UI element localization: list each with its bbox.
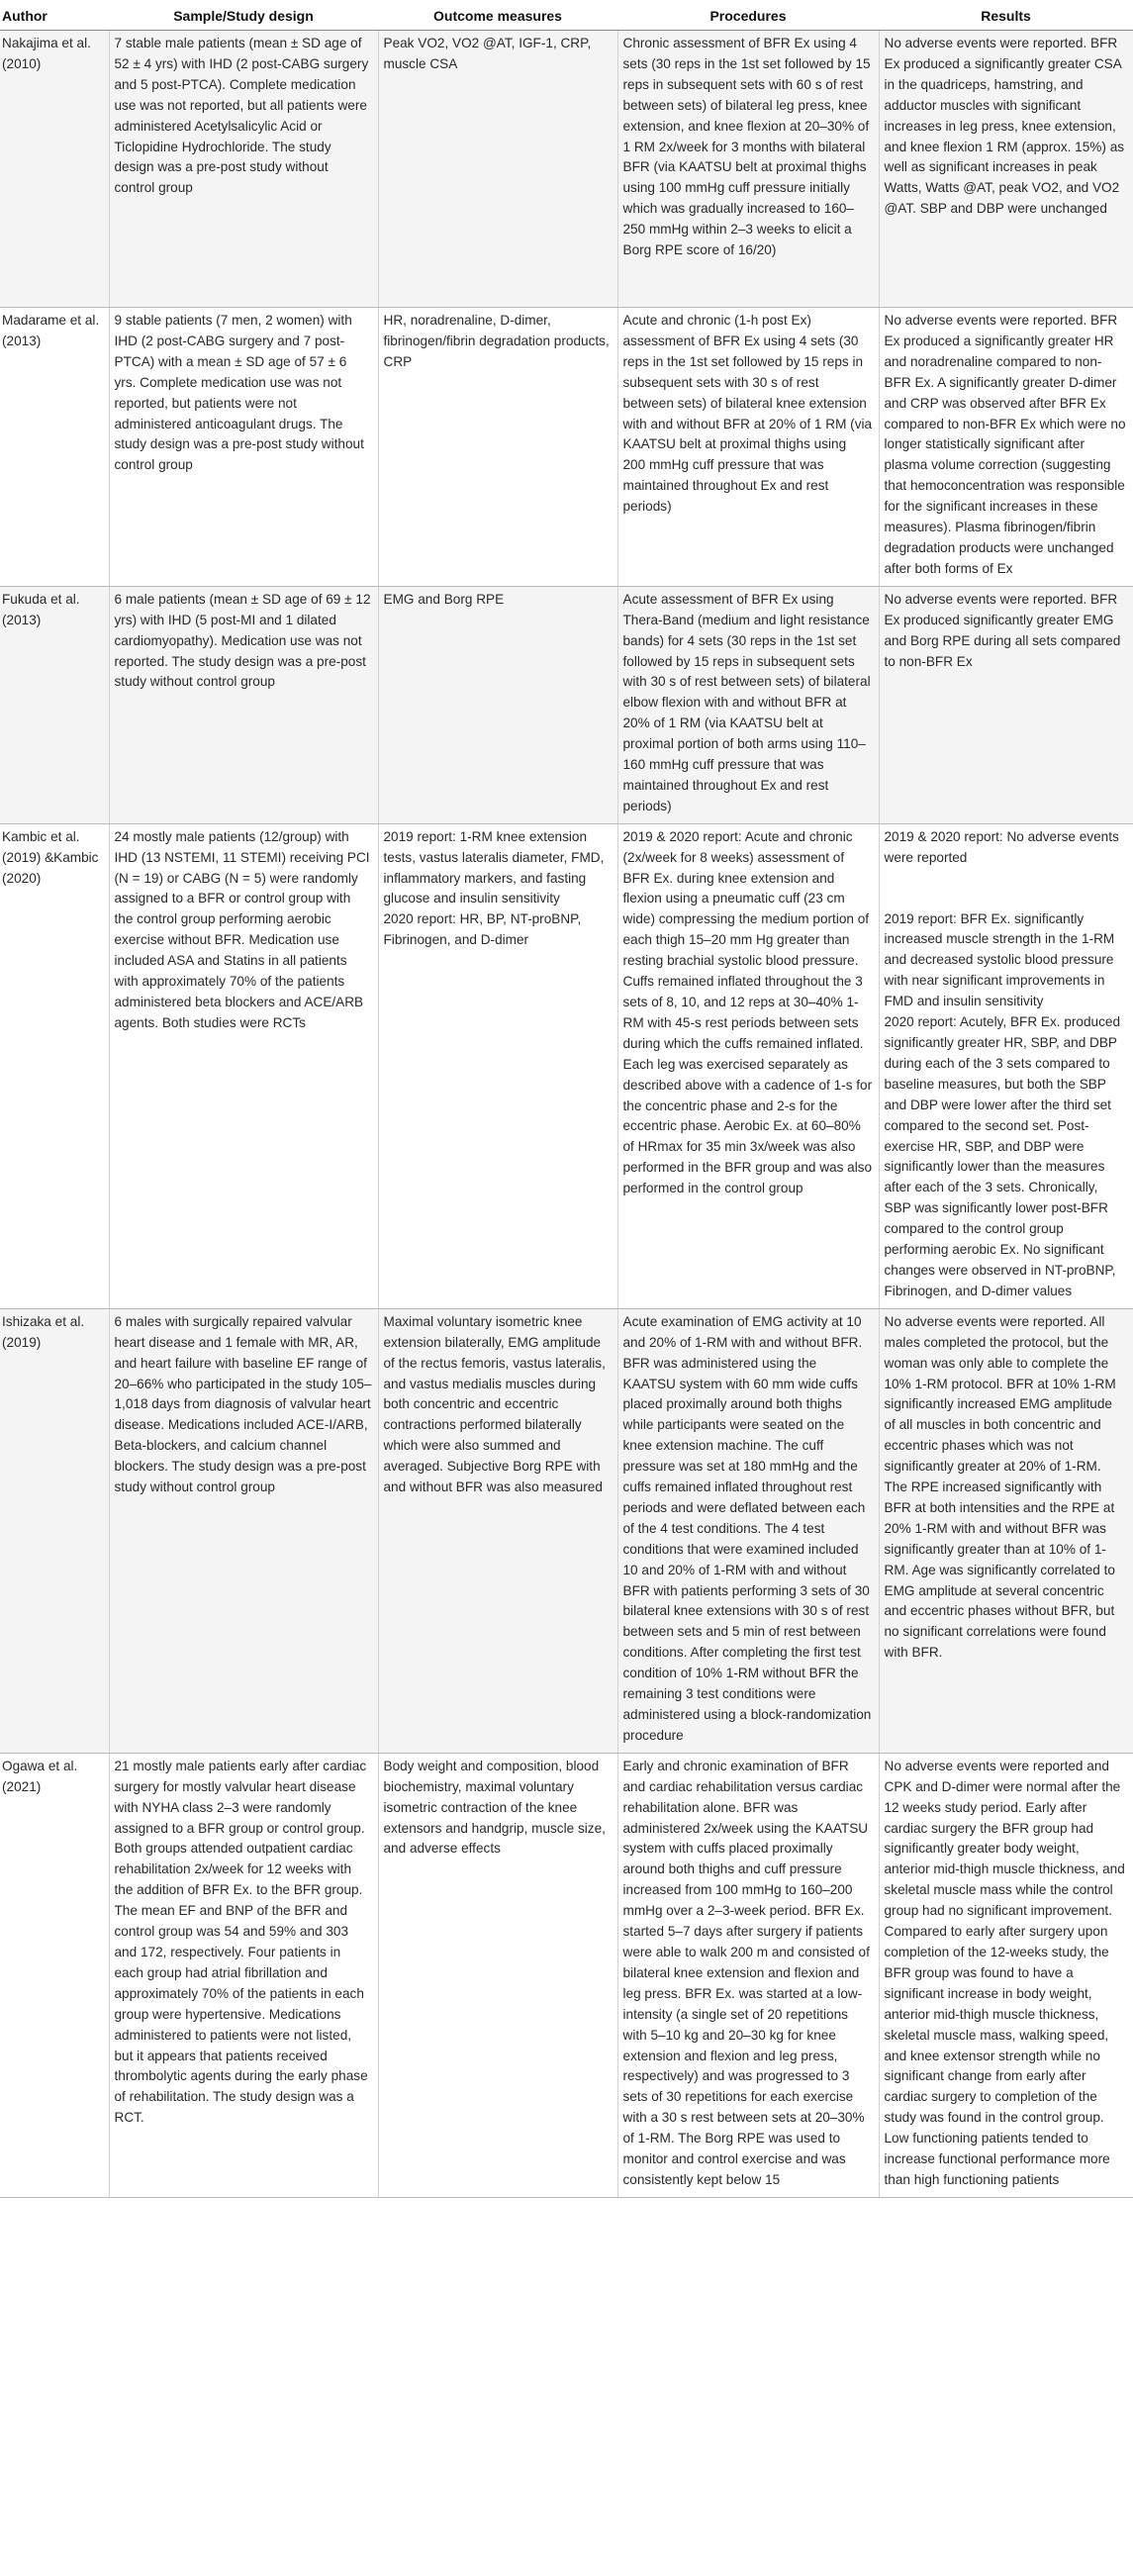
table-row: [0, 31, 1133, 308]
header-procedures: Procedures: [617, 0, 879, 31]
procedures-cell: 2019 & 2020 report: Acute and chronic (2x/week for 8 weeks) assessment of BFR Ex. during knee extension and flexion using a pneumatic cuff (23 cm wide) compressing the medium portion of each thigh 15–20 mm Hg greater than resting brachial systolic blood pressure. Cuffs remained inflated throughout the 3 sets of 8, 10, and 12 reps at 30–40% 1-RM with 45-s rest periods between sets during which the cuffs remained inflated. Each leg was exercised separately as described above with a cadence of 1-s for the concentric phase and 2-s for the eccentric phase. Aerobic Ex. at 60–80% of HRmax for 35 min 3x/week was also performed in the BFR group and was also performed in the control group: [617, 823, 879, 1308]
results-cell: No adverse events were reported. BFR Ex produced a significantly greater HR and noradrenaline compared to non-BFR Ex. A significantly greater D-dimer and CRP was observed after BFR Ex compared to non-BFR Ex which were no longer statistically significant after plasma volume correction (suggesting that hemoconcentration was responsible for the significant increases in these measures). Plasma fibrinogen/fibrin degradation products were unchanged after both forms of Ex: [879, 308, 1133, 587]
author-cell: Ishizaka et al. (2019): [0, 1308, 109, 1753]
author-cell: Madarame et al. (2013): [0, 308, 109, 587]
sample-cell: 24 mostly male patients (12/group) with IHD (13 NSTEMI, 11 STEMI) receiving PCI (N = 19) or CABG (N = 5) were randomly assigned to a BFR or control group with the control group performing aerobic exercise without BFR. Medication use included ASA and Statins in all patients with approximately 70% of the patients administered beta blockers and ACE/ARB agents. Both studies were RCTs: [109, 823, 378, 1308]
sample-cell: 7 stable male patients (mean ± SD age of 52 ± 4 yrs) with IHD (2 post-CABG surgery and 5 post-PTCA). Complete medication use was not reported, but all patients were administered Acetylsalicylic Acid or Ticlopidine Hydrochloride. The study design was a pre-post study without control group: [109, 31, 378, 308]
sample-cell: 6 male patients (mean ± SD age of 69 ± 12 yrs) with IHD (5 post-MI and 1 dilated cardiomyopathy). Medication use was not reported. The study design was a pre-post study without control group: [109, 586, 378, 823]
table-row: [0, 1753, 1133, 2197]
header-author: Author: [0, 0, 109, 31]
outcomes-cell: [378, 823, 617, 1308]
table-row: [0, 308, 1133, 587]
outcomes-cell: Peak VO2, VO2 @AT, IGF-1, CRP, muscle CSA: [378, 31, 617, 308]
header-row: [0, 0, 1133, 31]
procedures-cell: Early and chronic examination of BFR and cardiac rehabilitation versus cardiac rehabilitation alone. BFR was administered 2x/week using the KAATSU system with cuffs placed proximally around both thighs and cuff pressure increased from 100 mmHg to 160–200 mmHg over a 2–3-week period. BFR Ex. started 5–7 days after surgery if patients were able to walk 200 m and consisted of bilateral knee extension and flexion and leg press. BFR Ex. was started at a low-intensity (a single set of 20 repetitions with 5–10 kg and 20–30 kg for knee extension and flexion and leg press, respectively) and was progressed to 3 sets of 30 repetitions for each exercise with a 30 s rest between sets at 20–30% of 1-RM. The Borg RPE was used to monitor and control exercise and was consistently kept below 15: [617, 1753, 879, 2197]
results-cell: No adverse events were reported. BFR Ex produced significantly greater EMG and Borg RPE during all sets compared to non-BFR Ex: [879, 586, 1133, 823]
outcomes-cell: HR, noradrenaline, D-dimer, fibrinogen/fibrin degradation products, CRP: [378, 308, 617, 587]
header-results: Results: [879, 0, 1133, 31]
sample-cell: 6 males with surgically repaired valvular heart disease and 1 female with MR, AR, and heart failure with baseline EF range of 20–66% who participated in the study 105–1,018 days from diagnosis of valvular heart disease. Medications included ACE-I/ARB, Beta-blockers, and calcium channel blockers. The study design was a pre-post study without control group: [109, 1308, 378, 1753]
outcomes-2020: 2020 report: HR, BP, NT-proBNP, Fibrinogen, and D-dimer: [383, 911, 582, 948]
results-cell: No adverse events were reported. All males completed the protocol, but the woman was only able to complete the 10% 1-RM protocol. BFR at 10% 1-RM significantly increased EMG amplitude of all muscles in both concentric and eccentric phases which was not significantly greater at 20% of 1-RM. The RPE increased significantly with BFR at both intensities and the RPE at 20% 1-RM with and without BFR was significantly greater than at 10% of 1-RM. Age was significantly correlated to EMG amplitude at several concentric and eccentric phases without BFR, but no significant correlations were found with BFR.: [879, 1308, 1133, 1753]
sample-cell: 21 mostly male patients early after cardiac surgery for mostly valvular heart disease with NYHA class 2–3 were randomly assigned to a BFR group or control group. Both groups attended outpatient cardiac rehabilitation 2x/week for 12 weeks with the addition of BFR Ex. to the BFR group. The mean EF and BNP of the BFR and control group was 54 and 59% and 303 and 172, respectively. Four patients in each group had atrial fibrillation and approximately 70% of the patients in each group were hypertensive. Medications administered to patients were not listed, but it appears that patients received thrombolytic agents during the early phase of rehabilitation. The study design was a RCT.: [109, 1753, 378, 2197]
results-spacer: [885, 869, 1128, 909]
outcomes-cell: Maximal voluntary isometric knee extension bilaterally, EMG amplitude of the rectus femoris, vastus lateralis, and vastus medialis muscles during both concentric and eccentric contractions performed bilaterally which were also summed and averaged. Subjective Borg RPE with and without BFR was also measured: [378, 1308, 617, 1753]
header-outcomes: Outcome measures: [378, 0, 617, 31]
results-summary: 2019 & 2020 report: No adverse events were reported: [884, 828, 1119, 865]
results-2019: 2019 report: BFR Ex. significantly increased muscle strength in the 1-RM and decreased systolic blood pressure with near significant improvements in FMD and insulin sensitivity: [884, 910, 1115, 1009]
sample-cell: 9 stable patients (7 men, 2 women) with IHD (2 post-CABG surgery and 7 post-PTCA) with a mean ± SD age of 57 ± 6 yrs. Complete medication use was not reported, but patients were not administered anticoagulant drugs. The study design was a pre-post study without control group: [109, 308, 378, 587]
results-cell: No adverse events were reported and CPK and D-dimer were normal after the 12 weeks study period. Early after cardiac surgery the BFR group had significantly greater body weight, anterior mid-thigh muscle thickness, and skeletal muscle mass while the control group had no significant improvement. Compared to early after surgery upon completion of the 12-weeks study, the BFR group was found to have a significant increase in body weight, anterior mid-thigh muscle thickness, skeletal muscle mass, walking speed, and knee extensor strength while no significant change from early after cardiac surgery to completion of the study was found in the control group. Low functioning patients tended to increase functional performance more than high functioning patients: [879, 1753, 1133, 2197]
author-cell: Fukuda et al. (2013): [0, 586, 109, 823]
table-row: [0, 1308, 1133, 1753]
procedures-cell: Acute assessment of BFR Ex using Thera-Band (medium and light resistance bands) for 4 sets (30 reps in the 1st set followed by 15 reps in subsequent sets with 30 s of rest between sets) of bilateral elbow flexion with and without BFR at 20% of 1 RM (via KAATSU belt at proximal portion of both arms using 110–160 mmHg cuff pressure that was maintained throughout Ex and rest periods): [617, 586, 879, 823]
procedures-cell: Chronic assessment of BFR Ex using 4 sets (30 reps in the 1st set followed by 15 reps in subsequent sets with 60 s of rest between sets) of bilateral leg press, knee extension, and knee flexion at 20–30% of 1 RM 2x/week for 3 months with bilateral BFR (via KAATSU belt at proximal thighs using 100 mmHg cuff pressure initially which was gradually increased to 160–250 mmHg within 2–3 weeks to elicit a Borg RPE score of 16/20): [617, 31, 879, 308]
results-2020: 2020 report: Acutely, BFR Ex. produced significantly greater HR, SBP, and DBP during each of the 3 sets compared to baseline measures, but both the SBP and DBP were lower after the third set compared to the second set. Post-exercise HR, SBP, and DBP were significantly lower than the measures after each of the 3 sets. Chronically, SBP was significantly lower post-BFR compared to the control group performing aerobic Ex. No significant changes were observed in NT-proBNP, Fibrinogen, and D-dimer values: [884, 1014, 1121, 1298]
table-row: [0, 586, 1133, 823]
outcomes-2019: 2019 report: 1-RM knee extension tests, vastus lateralis diameter, FMD, inflammatory markers, and fasting glucose and insulin sensitivity: [383, 828, 605, 906]
table-row: [0, 823, 1133, 1308]
procedures-cell: Acute examination of EMG activity at 10 and 20% of 1-RM with and without BFR. BFR was administered using the KAATSU system with 60 mm wide cuffs placed proximally around both thighs while participants were seated on the knee extension machine. The cuff pressure was set at 180 mmHg and the cuffs remained inflated throughout rest periods and were deflated between each of the 4 test conditions. The 4 test conditions that were examined included 10 and 20% of 1-RM with and without BFR with patients performing 3 sets of 30 bilateral knee extensions with 30 s of rest between sets and 5 min of rest between conditions. After completing the first test condition of 10% 1-RM without BFR the remaining 3 test conditions were administered using a block-randomization procedure: [617, 1308, 879, 1753]
outcomes-cell: EMG and Borg RPE: [378, 586, 617, 823]
results-cell: [879, 823, 1133, 1308]
procedures-cell: Acute and chronic (1-h post Ex) assessment of BFR Ex using 4 sets (30 reps in the 1st set followed by 15 reps in subsequent sets with 30 s of rest between sets) of bilateral knee extension with and without BFR at 20% of 1 RM (via KAATSU belt at proximal thighs using 200 mmHg cuff pressure that was maintained throughout Ex and rest periods): [617, 308, 879, 587]
author-cell: Nakajima et al. (2010): [0, 31, 109, 308]
author-cell: Ogawa et al. (2021): [0, 1753, 109, 2197]
results-cell: No adverse events were reported. BFR Ex produced a significantly greater CSA in the quadriceps, hamstring, and adductor muscles with significant increases in leg press, knee extension, and knee flexion 1 RM (approx. 15%) as well as significant increases in peak Watts, Watts @AT, peak VO2, and VO2 @AT. SBP and DBP were unchanged: [879, 31, 1133, 308]
outcomes-cell: Body weight and composition, blood biochemistry, maximal voluntary isometric contraction of the knee extensors and handgrip, muscle size, and adverse effects: [378, 1753, 617, 2197]
author-cell: Kambic et al. (2019) &Kambic (2020): [0, 823, 109, 1308]
header-sample: Sample/Study design: [109, 0, 378, 31]
